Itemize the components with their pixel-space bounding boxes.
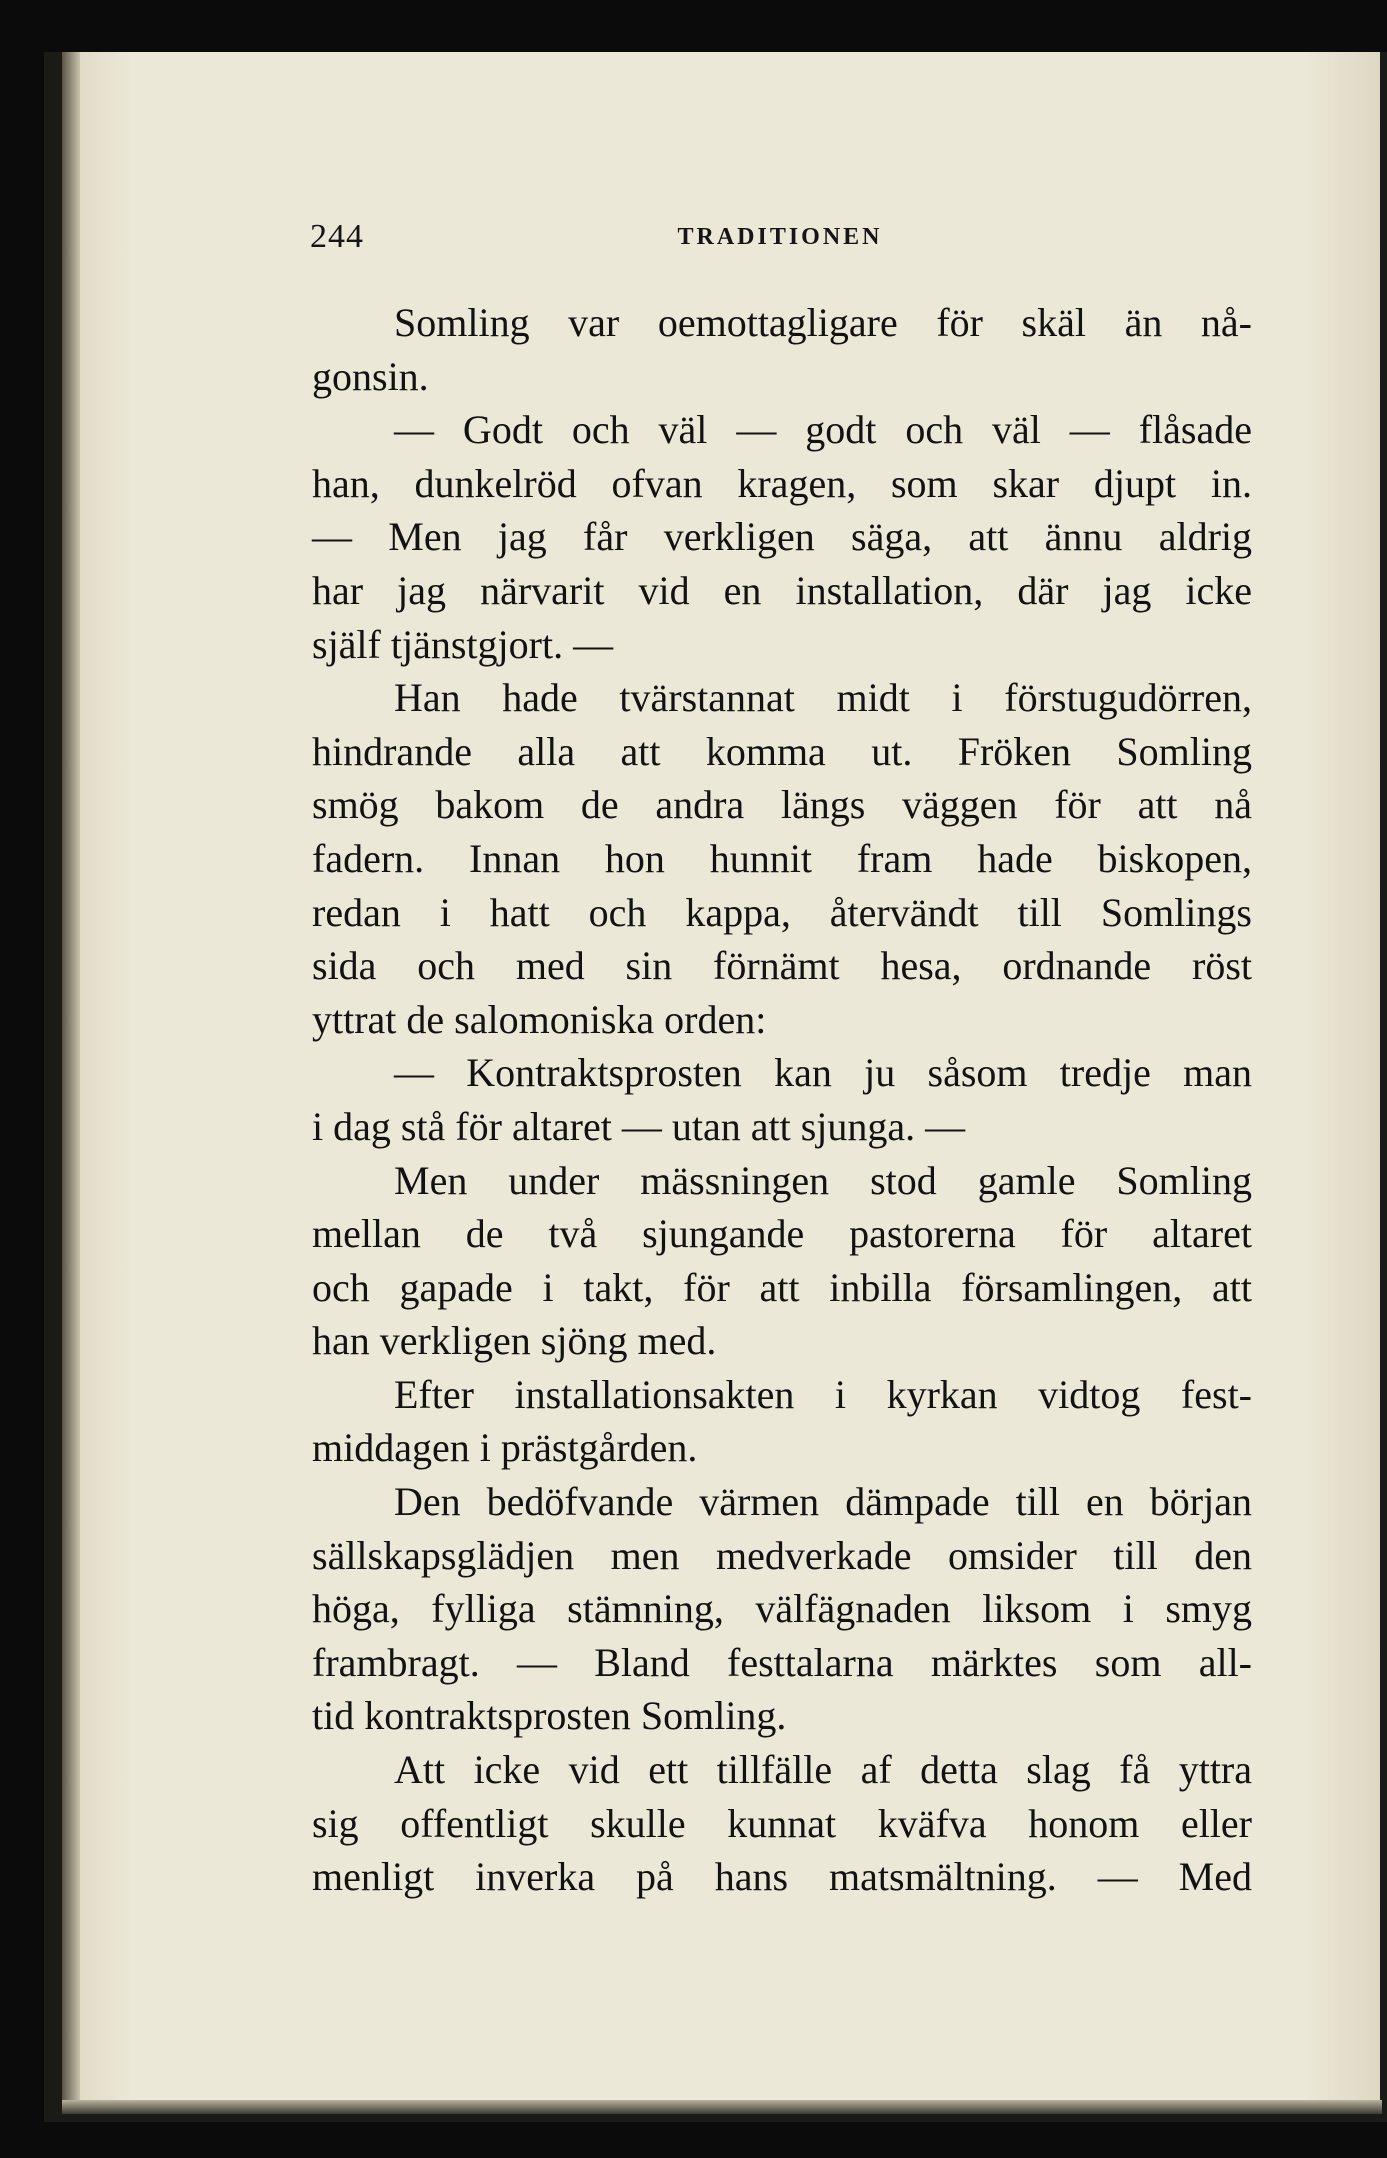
text-line: smög bakom de andra längs väggen för att nå: [312, 782, 1252, 828]
page-header: [310, 218, 1250, 258]
body-text: [312, 296, 1252, 1904]
text-line: yttrat de salomoniska orden:: [312, 996, 767, 1042]
text-line: han, dunkelröd ofvan kragen, som skar djupt in.: [312, 460, 1252, 506]
text-line: Efter installationsakten i kyrkan vidtog fest-: [394, 1371, 1252, 1417]
text-line: sida och med sin förnämt hesa, ordnande röst: [312, 943, 1252, 989]
text-line: — Godt och väl — godt och väl — flåsade: [394, 407, 1252, 453]
text-line: gonsin.: [312, 353, 429, 399]
text-line: i dag stå för altaret — utan att sjunga. —: [312, 1103, 966, 1149]
text-line: middagen i prästgården.: [312, 1425, 698, 1471]
text-line: han verkligen sjöng med.: [312, 1318, 717, 1364]
text-line: — Men jag får verkligen säga, att ännu aldrig: [312, 514, 1252, 560]
text-line: frambragt. — Bland festtalarna märktes som all-: [312, 1639, 1252, 1685]
text-line: Men under mässningen stod gamle Somling: [394, 1157, 1252, 1203]
text-line: Att icke vid ett tillfälle af detta slag få yttra: [394, 1747, 1252, 1793]
page-number: 244: [310, 218, 364, 255]
text-line: själf tjänstgjort. —: [312, 621, 614, 667]
page-edge-bottom: [62, 2100, 1382, 2114]
text-line: Den bedöfvande värmen dämpade till en början: [394, 1479, 1252, 1525]
text-line: hindrande alla att komma ut. Fröken Somling: [312, 728, 1252, 774]
text-line: och gapade i takt, för att inbilla församlingen, att: [312, 1264, 1252, 1310]
text-line: tid kontraktsprosten Somling.: [312, 1693, 787, 1739]
text-line: mellan de två sjungande pastorerna för altaret: [312, 1211, 1252, 1257]
running-head: TRADITIONEN: [677, 224, 883, 250]
text-line: fadern. Innan hon hunnit fram hade biskopen,: [312, 835, 1252, 881]
page-edge-left: [62, 52, 80, 2107]
text-line: Han hade tvärstannat midt i förstugudörren,: [394, 675, 1252, 721]
text-line: sig offentligt skulle kunnat kväfva honom eller: [312, 1800, 1252, 1846]
text-line: sällskapsglädjen men medverkade omsider till den: [312, 1532, 1252, 1578]
text-line: har jag närvarit vid en installation, där jag icke: [312, 567, 1252, 613]
text-line: Somling var oemottagligare för skäl än nå-: [394, 300, 1252, 345]
text-line: menligt inverka på hans matsmältning. — Med: [312, 1854, 1252, 1900]
text-line: — Kontraktsprosten kan ju såsom tredje man: [394, 1050, 1252, 1096]
text-line: höga, fylliga stämning, välfägnaden liksom i smyg: [312, 1586, 1252, 1632]
text-line: redan i hatt och kappa, återvändt till Somlings: [312, 889, 1252, 935]
